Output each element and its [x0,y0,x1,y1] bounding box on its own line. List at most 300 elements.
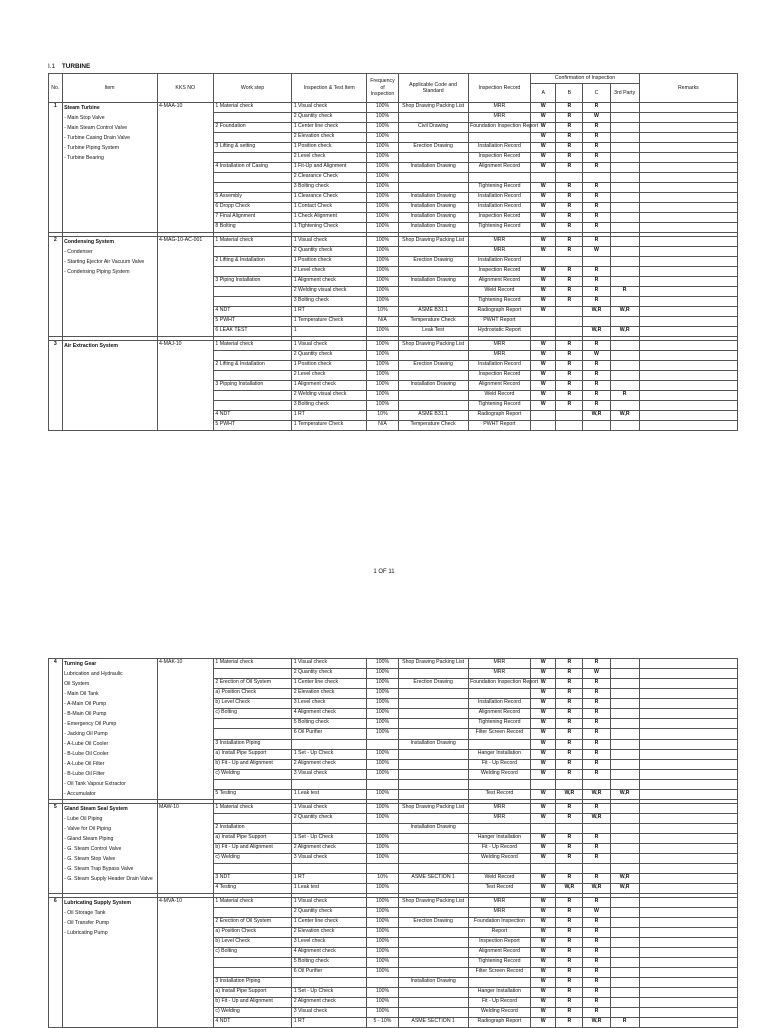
sub-item: - Emergency Oil Pump [64,721,117,727]
confirm-c [583,779,610,789]
inspection-record: Inspection Record [468,153,531,163]
confirm-third-party [610,814,639,824]
inspection-item: 1 RT [292,1018,367,1028]
kks-number: 4-MAG-10-AC-001 [157,237,213,337]
work-step [213,864,291,874]
work-step [213,391,291,401]
inspection-item: 1 Position check [292,257,367,267]
remarks [639,203,737,213]
sub-item: - Jacking Oil Pump [64,731,108,737]
confirm-b: R [556,287,583,297]
confirm-b: R [556,103,583,113]
confirm-c [583,864,610,874]
confirm-c [583,317,610,327]
confirm-third-party [610,421,639,431]
confirm-c: R [583,287,610,297]
remarks [639,327,737,337]
confirm-b [556,317,583,327]
inspection-record [468,133,531,143]
sub-item: - A-Lube Oil Cooler [64,741,109,747]
work-step: c) Welding [213,1008,291,1018]
applicable-code [398,351,468,361]
confirm-third-party [610,317,639,327]
work-step: 2 Lifting & Installation [213,361,291,371]
confirm-b: R [556,938,583,948]
remarks [639,371,737,381]
confirm-b: R [556,834,583,844]
confirm-third-party [610,918,639,928]
confirm-a: W [531,719,556,729]
work-step: b) Fit - Up and Alignment [213,759,291,769]
work-step: 5 PWHT [213,317,291,327]
remarks [639,689,737,699]
frequency: 100% [367,391,398,401]
confirm-b: R [556,361,583,371]
confirm-c: R [583,237,610,247]
remarks [639,213,737,223]
applicable-code [398,173,468,183]
header-a: A [531,84,556,103]
remarks [639,659,737,669]
applicable-code [398,267,468,277]
inspection-record: Installation Record [468,143,531,153]
sub-item: - Lubricating Pump [64,930,108,936]
inspection-record: Hanger Installation [468,988,531,998]
inspection-record: Installation Record [468,203,531,213]
remarks [639,381,737,391]
confirm-b [556,257,583,267]
confirm-third-party [610,729,639,739]
work-step: 2 Erection of Oil System [213,679,291,689]
confirm-b: R [556,133,583,143]
frequency: 100% [367,958,398,968]
inspection-record: Filter Screen Record [468,729,531,739]
remarks [639,361,737,371]
work-step [213,113,291,123]
applicable-code [398,908,468,918]
confirm-b: R [556,814,583,824]
inspection-item: 2 Quantity check [292,247,367,257]
confirm-c: R [583,804,610,814]
confirm-c: R [583,988,610,998]
confirm-a [531,317,556,327]
inspection-record: Tightening Record [468,958,531,968]
frequency [367,978,398,988]
confirm-a: W [531,918,556,928]
frequency: 100% [367,351,398,361]
confirm-c: R [583,739,610,749]
inspection-item: 1 Visual check [292,659,367,669]
inspection-record: Installation Record [468,193,531,203]
frequency: 100% [367,381,398,391]
inspection-item: 3 Bolting check [292,401,367,411]
frequency: 100% [367,789,398,799]
applicable-code: Shop Drawing Packing List [398,103,468,113]
inspection-record: MRR [468,908,531,918]
confirm-b: R [556,223,583,233]
inspection-record: MRR [468,804,531,814]
work-step [213,719,291,729]
confirm-a: W [531,928,556,938]
group-title: Air Extraction System [64,343,118,349]
work-step: 4 NDT [213,307,291,317]
work-step [213,814,291,824]
inspection-record: Tightening Record [468,297,531,307]
table-row [49,804,738,814]
applicable-code: Shop Drawing Packing List [398,341,468,351]
frequency: 100% [367,327,398,337]
confirm-c: W,R [583,789,610,799]
confirm-a: W [531,213,556,223]
table-row [49,898,738,908]
frequency: 100% [367,689,398,699]
confirm-b: R [556,854,583,864]
inspection-item [292,779,367,789]
confirm-a: W [531,769,556,779]
confirm-third-party [610,153,639,163]
confirm-c: W,R [583,884,610,894]
table-row [49,659,738,669]
inspection-record: MRR [468,898,531,908]
confirm-third-party: R [610,287,639,297]
sub-item: - B-Lube Oil Filter [64,771,105,777]
confirm-a: W [531,958,556,968]
confirm-c [583,421,610,431]
inspection-item: 1 Check Alignment [292,213,367,223]
applicable-code: Leak Test [398,327,468,337]
work-step [213,287,291,297]
work-step [213,371,291,381]
confirm-a: W [531,351,556,361]
frequency: 100% [367,908,398,918]
confirm-third-party [610,998,639,1008]
applicable-code: Installation Drawing [398,978,468,988]
applicable-code [398,759,468,769]
confirm-c: R [583,133,610,143]
work-step: 1 Material check [213,898,291,908]
remarks [639,133,737,143]
frequency [367,779,398,789]
confirm-b: R [556,898,583,908]
inspection-record [468,173,531,183]
work-step [213,669,291,679]
confirm-b: R [556,844,583,854]
remarks [639,814,737,824]
remarks [639,173,737,183]
confirm-c [583,173,610,183]
inspection-record: Filter Screen Record [468,968,531,978]
confirm-third-party: R [610,1018,639,1028]
confirm-b: R [556,213,583,223]
frequency: 100% [367,371,398,381]
confirm-a: W [531,297,556,307]
frequency: 100% [367,341,398,351]
frequency: 100% [367,669,398,679]
inspection-item: 2 Quantity check [292,669,367,679]
confirm-third-party [610,371,639,381]
frequency: 100% [367,884,398,894]
sub-item: Lubrication and Hydraulic [64,671,123,677]
remarks [639,351,737,361]
header-remarks: Remarks [639,74,737,103]
inspection-item: 1 [292,327,367,337]
confirm-third-party [610,699,639,709]
inspection-item: 2 Quantity check [292,908,367,918]
confirm-c: R [583,401,610,411]
inspection-item [292,978,367,988]
confirm-b: R [556,247,583,257]
remarks [639,779,737,789]
header-third-party: 3rd Party [610,84,639,103]
frequency: 100% [367,749,398,759]
frequency [367,824,398,834]
inspection-record: MRR [468,113,531,123]
applicable-code [398,844,468,854]
confirm-b: W,R [556,884,583,894]
confirm-third-party [610,938,639,948]
confirm-a: W [531,277,556,287]
confirm-third-party [610,988,639,998]
remarks [639,247,737,257]
confirm-third-party [610,267,639,277]
work-step [213,297,291,307]
confirm-b: R [556,928,583,938]
remarks [639,699,737,709]
confirm-third-party [610,779,639,789]
group-items [62,804,157,894]
applicable-code [398,988,468,998]
confirm-c: R [583,759,610,769]
frequency: 100% [367,143,398,153]
confirm-b: R [556,679,583,689]
confirm-a: W [531,659,556,669]
remarks [639,401,737,411]
remarks [639,769,737,779]
frequency: 10% [367,307,398,317]
confirm-a: W [531,898,556,908]
inspection-record: Inspection Record [468,267,531,277]
confirm-a: W [531,113,556,123]
applicable-code: Installation Drawing [398,223,468,233]
inspection-record: MRR [468,103,531,113]
header-c: C [583,84,610,103]
frequency: N/A [367,421,398,431]
sub-item: - Main Stop Valve [64,115,105,121]
confirm-third-party [610,237,639,247]
applicable-code [398,699,468,709]
confirm-third-party [610,749,639,759]
group-items [62,341,157,431]
confirm-c: R [583,938,610,948]
work-step [213,153,291,163]
inspection-item: 1 Set - Up Check [292,834,367,844]
confirm-b [556,824,583,834]
inspection-record: Foundation Inspection Report [468,123,531,133]
inspection-item: 1 Visual check [292,103,367,113]
confirm-a: W [531,998,556,1008]
confirm-a: W [531,789,556,799]
confirm-c: W,R [583,307,610,317]
confirm-a: W [531,978,556,988]
confirm-third-party [610,133,639,143]
confirm-b: R [556,918,583,928]
confirm-b: R [556,689,583,699]
inspection-item: 3 Bolting check [292,297,367,307]
remarks [639,918,737,928]
confirm-a: W [531,938,556,948]
work-step: 5 Testing [213,789,291,799]
frequency: 100% [367,173,398,183]
confirm-b [556,864,583,874]
confirm-c: R [583,918,610,928]
confirm-a: W [531,669,556,679]
frequency: 100% [367,277,398,287]
confirm-third-party [610,341,639,351]
table-body-page-2 [49,659,738,1028]
remarks [639,123,737,133]
work-step: 1 Material check [213,103,291,113]
inspection-item: 3 Level check [292,938,367,948]
work-step: 4 Installation of Casing [213,163,291,173]
confirm-b: R [556,143,583,153]
header-kks: KKS NO [157,74,213,103]
group-title: Steam Turbine [64,105,100,111]
remarks [639,874,737,884]
applicable-code: Installation Drawing [398,203,468,213]
confirm-third-party [610,351,639,361]
confirm-third-party [610,864,639,874]
inspection-item: 2 Alignment check [292,759,367,769]
frequency: 100% [367,133,398,143]
group-number: 3 [49,341,63,431]
work-step: 1 Material check [213,341,291,351]
confirm-a: W [531,1008,556,1018]
frequency: 10% [367,411,398,421]
confirm-c: R [583,719,610,729]
work-step: 3 NDT [213,874,291,884]
remarks [639,709,737,719]
header-inspection-item: Inspection & Test Item [292,74,367,103]
inspection-item [292,824,367,834]
confirm-a: W [531,381,556,391]
confirm-third-party [610,143,639,153]
frequency: 100% [367,223,398,233]
inspection-item: 1 Position check [292,361,367,371]
inspection-record: Welding Record [468,769,531,779]
work-step: 2 Erection of Oil System [213,918,291,928]
remarks [639,193,737,203]
kks-number: 4-MVA-10 [157,898,213,1028]
applicable-code [398,814,468,824]
work-step: a) Position Check [213,689,291,699]
work-step [213,908,291,918]
confirm-a: W [531,183,556,193]
confirm-b: R [556,749,583,759]
confirm-b [556,327,583,337]
applicable-code: Installation Drawing [398,739,468,749]
confirm-third-party: W,R [610,874,639,884]
table-row [49,103,738,113]
confirm-a: W [531,709,556,719]
remarks [639,163,737,173]
frequency: N/A [367,317,398,327]
inspection-record: Installation Record [468,361,531,371]
confirm-b [556,421,583,431]
inspection-record: Test Record [468,884,531,894]
remarks [639,113,737,123]
inspection-item: 1 Position check [292,143,367,153]
confirm-a: W [531,689,556,699]
confirm-third-party [610,203,639,213]
remarks [639,411,737,421]
confirm-b: R [556,351,583,361]
inspection-record: Hydrostatic Report [468,327,531,337]
frequency: 100% [367,769,398,779]
inspection-item: 3 Bolting check [292,183,367,193]
frequency: 100% [367,401,398,411]
frequency: 100% [367,163,398,173]
inspection-item: 2 Alignment check [292,844,367,854]
confirm-third-party [610,834,639,844]
work-step [213,351,291,361]
inspection-record: Inspection Report [468,938,531,948]
confirm-third-party [610,978,639,988]
inspection-record: Alignment Record [468,277,531,287]
work-step [213,133,291,143]
remarks [639,297,737,307]
confirm-c: R [583,898,610,908]
confirm-b: R [556,968,583,978]
confirm-b: R [556,183,583,193]
confirm-c: R [583,1008,610,1018]
confirm-c [583,824,610,834]
inspection-item: 1 RT [292,411,367,421]
confirm-third-party [610,257,639,267]
inspection-record: Hanger Installation [468,834,531,844]
confirm-a: W [531,968,556,978]
applicable-code: Temperature Check [398,317,468,327]
frequency: 100% [367,287,398,297]
frequency: 100% [367,113,398,123]
confirm-c: R [583,978,610,988]
frequency: 100% [367,297,398,307]
confirm-b: R [556,1018,583,1028]
work-step: 5 PWHT [213,421,291,431]
frequency: 100% [367,183,398,193]
confirm-third-party [610,381,639,391]
applicable-code [398,834,468,844]
inspection-item: 2 Quantity check [292,814,367,824]
inspection-record: Tightening Record [468,223,531,233]
confirm-b: R [556,908,583,918]
applicable-code: Installation Drawing [398,381,468,391]
inspection-record: Weld Record [468,391,531,401]
applicable-code: ASME B31.1 [398,307,468,317]
page-2 [0,652,768,1024]
header-record: Inspection Record [468,74,531,103]
remarks [639,1008,737,1018]
inspection-item: 1 Set - Up Check [292,988,367,998]
inspection-record: Foundation Inspection [468,918,531,928]
remarks [639,391,737,401]
confirm-c: R [583,844,610,854]
confirm-a: W [531,133,556,143]
work-step: b) Fit - Up and Alignment [213,998,291,1008]
sub-item: - Lube Oil Piping [64,816,103,822]
inspection-item: 1 Visual check [292,804,367,814]
inspection-record: MRR [468,814,531,824]
remarks [639,884,737,894]
